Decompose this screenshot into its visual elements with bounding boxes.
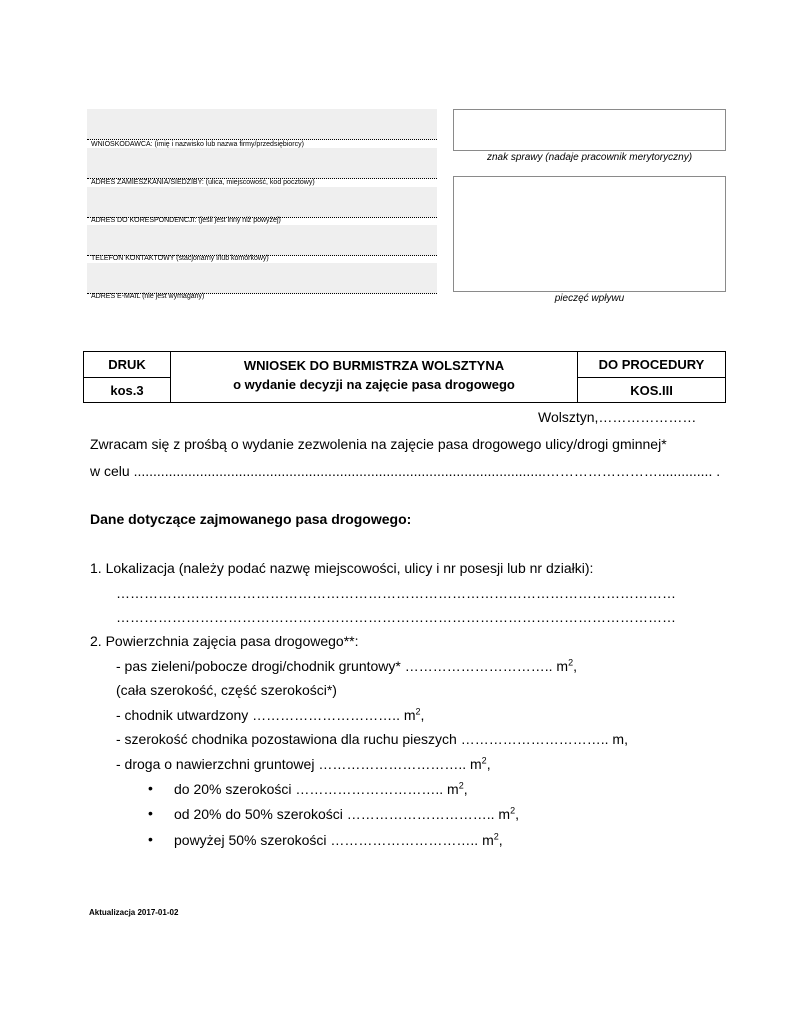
applicant-name-field[interactable] <box>87 109 437 140</box>
correspondence-field[interactable] <box>87 187 437 218</box>
green-belt-note: (cała szerokość, część szerokości*) <box>116 682 337 698</box>
stamp-box <box>453 176 726 292</box>
width-up-to-20-line: do 20% szerokości ………………………….. $m^2$, <box>174 780 468 797</box>
stamp-caption: pieczęć wpływu <box>554 293 625 304</box>
location-dots-2[interactable]: ………………………………………………………………………………………………………… <box>116 609 676 625</box>
pedestrian-width-line: - szerokość chodnika pozostawiona dla ruchu pieszych ………………………….. m, <box>116 731 628 747</box>
phone-label: TELEFON KONTAKTOWY (stacjonarny i/lub komórkowy) <box>91 255 269 262</box>
place-date: Wolsztyn,………………… <box>538 409 697 425</box>
case-number-box <box>453 109 726 151</box>
width-20-to-50-line: od 20% do 50% szerokości ………………………….. $m^2$, <box>174 805 520 822</box>
dirt-road-line: - droga o nawierzchni gruntowej ………………………….. $m^2$, <box>116 755 491 772</box>
section-title: Dane dotyczące zajmowanego pasa drogowego: <box>90 511 412 527</box>
address-label: ADRES ZAMIESZKANIA/SIEDZIBY: (ulica, miejscowość, kod pocztowy) <box>91 179 315 186</box>
form-header-table <box>83 351 726 403</box>
form-subtitle: o wydanie decyzji na zajęcie pasa drogowego <box>233 377 515 392</box>
correspondence-label: ADRES DO KORESPONDENCJI: (jeśli jest inny niż powyżej) <box>91 217 281 224</box>
phone-field[interactable] <box>87 225 437 256</box>
form-title: WNIOSEK DO BURMISTRZA WOLSZTYNA <box>243 358 505 373</box>
form-code: kos.3 <box>110 383 144 398</box>
bullet-icon: • <box>148 831 153 847</box>
width-over-50-line: powyżej 50% szerokości ………………………….. $m^2$, <box>174 831 503 848</box>
applicant-name-label: WNIOSKODAWCA: (imię i nazwisko lub nazwa firmy/przedsiębiorcy) <box>91 141 304 148</box>
procedure-code: KOS.III <box>630 383 673 398</box>
email-label: ADRES E-MAIL (nie jest wymagany) <box>91 293 205 300</box>
request-line-1: Zwracam się z prośbą o wydanie zezwolenia na zajęcie pasa drogowego ulicy/drogi gminnej* <box>90 436 667 452</box>
case-number-caption: znak sprawy (nadaje pracownik merytoryczny) <box>486 152 693 163</box>
email-field[interactable] <box>87 263 437 294</box>
location-dots-1[interactable]: ………………………………………………………………………………………………………… <box>116 585 676 601</box>
location-item: 1. Lokalizacja (należy podać nazwę miejscowości, ulicy i nr posesji lub nr działki): <box>90 560 594 576</box>
area-item: 2. Powierzchnia zajęcia pasa drogowego**: <box>90 633 359 649</box>
request-line-2: w celu ..........................................................................................................…………………….............. . <box>90 463 721 479</box>
procedure-label: DO PROCEDURY <box>598 357 705 372</box>
form-type-label: DRUK <box>108 357 146 372</box>
update-date: Aktualizacja 2017-01-02 <box>89 908 179 917</box>
bullet-icon: • <box>148 805 153 821</box>
paved-sidewalk-line: - chodnik utwardzony ………………………….. $m^2$, <box>116 706 425 723</box>
bullet-icon: • <box>148 780 153 796</box>
green-belt-line: - pas zieleni/pobocze drogi/chodnik gruntowy* ………………………….. $m^2$, <box>116 657 577 674</box>
address-field[interactable] <box>87 148 437 179</box>
